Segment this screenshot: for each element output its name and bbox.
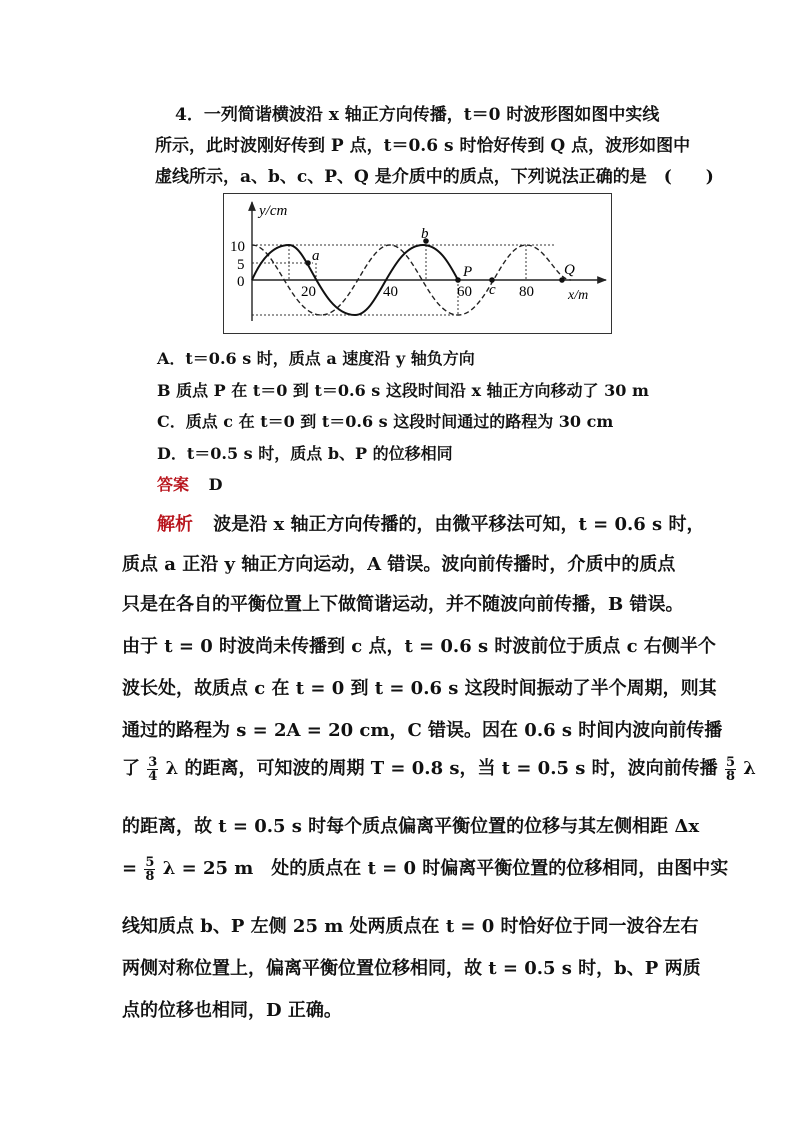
wave-diagram (224, 194, 610, 332)
explanation-line-8: 的距离，故 t = 0.5 s 时每个质点偏离平衡位置的位移与其左侧相距 Δx (122, 816, 700, 837)
explanation-text-7a: 了 (122, 758, 140, 779)
question-line-1: 4．一列简谐横波沿 x 轴正方向传播，t＝0 时波形图如图中实线 (175, 105, 660, 125)
fraction-denominator: 4 (148, 768, 158, 784)
explanation-text-7b: λ 的距离，可知波的周期 T = 0.8 s，当 t = 0.5 s 时，波向前传播 (165, 758, 718, 779)
explanation-line-1 (157, 510, 704, 536)
label-c: c (489, 282, 496, 298)
explanation-label: 解析 (157, 514, 193, 535)
y-tick-10: 10 (230, 239, 245, 255)
question-line-2: 所示，此时波刚好传到 P 点，t＝0.6 s 时恰好传到 Q 点，波形如图中 (155, 136, 691, 156)
x-axis-label: x/m (568, 288, 589, 303)
fraction-denominator: 8 (145, 868, 155, 884)
explanation-line-2: 质点 a 正沿 y 轴正方向运动，A 错误。波向前传播时，介质中的质点 (122, 554, 676, 575)
x-tick-20: 20 (301, 284, 316, 300)
fraction-denominator: 8 (725, 768, 735, 784)
fraction-5-8-b (144, 856, 155, 883)
explanation-line-3: 只是在各自的平衡位置上下做简谐运动，并不随波向前传播，B 错误。 (122, 594, 684, 615)
option-d: D．t＝0.5 s 时，质点 b、P 的位移相同 (157, 444, 453, 463)
fraction-5-8 (725, 756, 736, 783)
explanation-line-7 (122, 754, 756, 783)
x-tick-40: 40 (383, 284, 398, 300)
fraction-numerator: 5 (145, 854, 155, 870)
answer-label: 答案 (157, 475, 190, 494)
explanation-line-9 (122, 854, 728, 883)
explanation-line-4: 由于 t = 0 时波尚未传播到 c 点，t = 0.6 s 时波前位于质点 c 右侧半个 (122, 636, 716, 657)
option-c: C．质点 c 在 t＝0 到 t＝0.6 s 这段时间通过的路程为 30 cm (157, 412, 614, 431)
y-tick-0: 0 (237, 274, 245, 290)
option-b: B 质点 P 在 t＝0 到 t＝0.6 s 这段时间沿 x 轴正方向移动了 30 m (157, 381, 649, 400)
explanation-line-12: 点的位移也相同，D 正确。 (122, 1000, 342, 1021)
x-tick-60: 60 (457, 284, 472, 300)
explanation-line-5: 波长处，故质点 c 在 t = 0 到 t = 0.6 s 这段时间振动了半个周期，则其 (122, 678, 717, 699)
label-Q: Q (564, 262, 575, 278)
fraction-numerator: 5 (725, 754, 735, 770)
wave-figure (223, 193, 612, 334)
answer-line (157, 472, 222, 495)
point-P (455, 277, 461, 283)
label-b: b (421, 226, 429, 242)
explanation-text-9a: = (122, 858, 138, 879)
y-axis-label: y/cm (259, 203, 288, 219)
explanation-line-6: 通过的路程为 s = 2A = 20 cm，C 错误。因在 0.6 s 时间内波向前传播 (122, 720, 723, 741)
point-a (305, 260, 311, 266)
explanation-text-9b: λ = 25 m 处的质点在 t = 0 时偏离平衡位置的位移相同，由图中实 (162, 858, 729, 879)
fraction-3-4 (147, 756, 158, 783)
question-line-3: 虚线所示，a、b、c、P、Q 是介质中的质点，下列说法正确的是 ( ) (155, 167, 714, 187)
y-tick-5: 5 (237, 257, 245, 273)
explanation-line-11: 两侧对称位置上，偏离平衡位置位移相同，故 t = 0.5 s 时，b、P 两质 (122, 958, 701, 979)
point-Q (559, 277, 565, 283)
option-a: A．t＝0.6 s 时，质点 a 速度沿 y 轴负方向 (157, 349, 475, 368)
explanation-line-10: 线知质点 b、P 左侧 25 m 处两质点在 t = 0 时恰好位于同一波谷左右 (122, 916, 699, 937)
explanation-text-1: 波是沿 x 轴正方向传播的，由微平移法可知，t = 0.6 s 时， (213, 514, 705, 535)
x-tick-80: 80 (519, 284, 534, 300)
explanation-text-7c: λ (743, 758, 756, 779)
label-a: a (312, 248, 320, 264)
fraction-numerator: 3 (148, 754, 158, 770)
label-P: P (463, 264, 473, 280)
answer-value: D (208, 475, 223, 494)
